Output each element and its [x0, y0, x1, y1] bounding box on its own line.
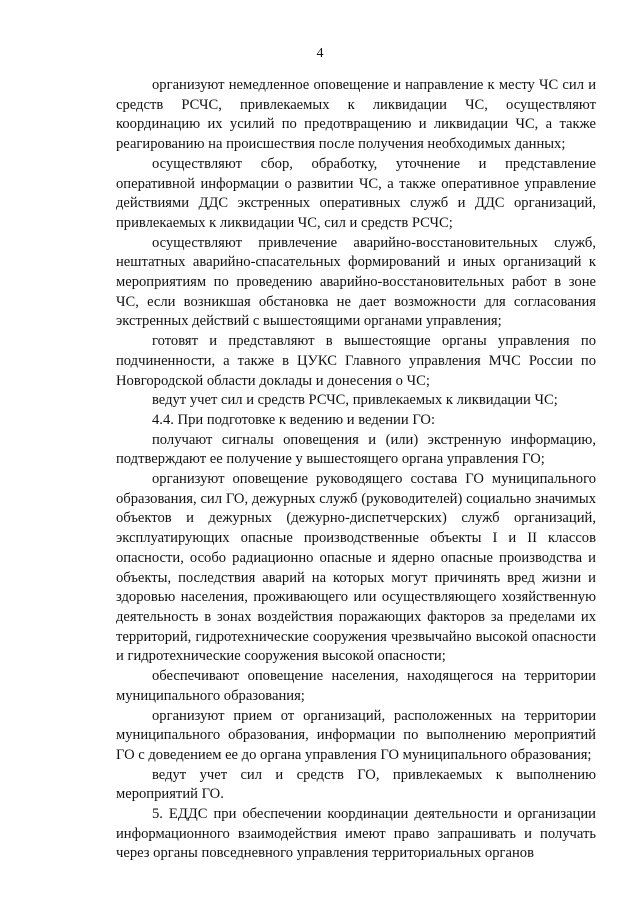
paragraph: обеспечивают оповещение населения, находящегося на территории муниципального образования; — [116, 668, 596, 704]
paragraph: организуют немедленное оповещение и направление к месту ЧС сил и средств РСЧС, привлекаемых к ликвидации ЧС, осуществляют координацию их усилий по предотвращению и ликвидации ЧС, а также реагированию на происшествия после получения необходимых данных; — [116, 77, 596, 153]
paragraph: готовят и представляют в вышестоящие органы управления по подчиненности, а также в ЦУКС Главного управления МЧС России по Новгородской области доклады и донесения о ЧС; — [116, 333, 596, 389]
paragraph: организуют оповещение руководящего состава ГО муниципального образования, сил ГО, дежурных служб (руководителей) социально значимых объектов и дежурных (дежурно-диспетчерских) служб организаций, эксплуатирующих опасные производственные объекты I и II классов опасности, особо радиационно опасные и ядерно опасные производства и объекты, последствия аварий на которых могут причинять вред жизни и здоровью населения, проживающего или осуществляющего хозяйственную деятельность в зонах воздействия поражающих факторов за пределами их территорий, гидротехнические сооружения чрезвычайно высокой опасности и гидротехнические сооружения высокой опасности; — [116, 471, 596, 665]
paragraph: осуществляют привлечение аварийно-восстановительных служб, нештатных аварийно-спасательных формирований и иных организаций к мероприятиям по проведению аварийно-восстановительных работ в зоне ЧС, если возникшая обстановка не дает возможности для согласования экстренных действий с вышестоящими органами управления; — [116, 234, 596, 330]
paragraph: получают сигналы оповещения и (или) экстренную информацию, подтверждают ее получение у вышестоящего органа управления ГО; — [116, 431, 596, 468]
page-number: 4 — [316, 46, 324, 61]
document-body — [116, 76, 596, 864]
section-heading: 4.4. При подготовке к ведению и ведении ГО: — [152, 411, 435, 428]
paragraph: ведут учет сил и средств ГО, привлекаемых к выполнению мероприятий ГО. — [116, 766, 596, 803]
paragraph: 5. ЕДДС при обеспечении координации деятельности и организации информационного взаимодействия имеют право запрашивать и получать через органы повседневного управления территориальных органов — [116, 806, 596, 862]
paragraph: осуществляют сбор, обработку, уточнение и представление оперативной информации о развитии ЧС, а также оперативное управление действиями ДДС экстренных оперативных служб и ДДС организаций, привлекаемых к ликвидации ЧС, сил и средств РСЧС; — [116, 155, 596, 231]
paragraph: ведут учет сил и средств РСЧС, привлекаемых к ликвидации ЧС; — [152, 392, 558, 409]
paragraph: организуют прием от организаций, расположенных на территории муниципального образования, информации по выполнению мероприятий ГО с доведением ее до органа управления ГО муниципального образования; — [116, 707, 596, 763]
